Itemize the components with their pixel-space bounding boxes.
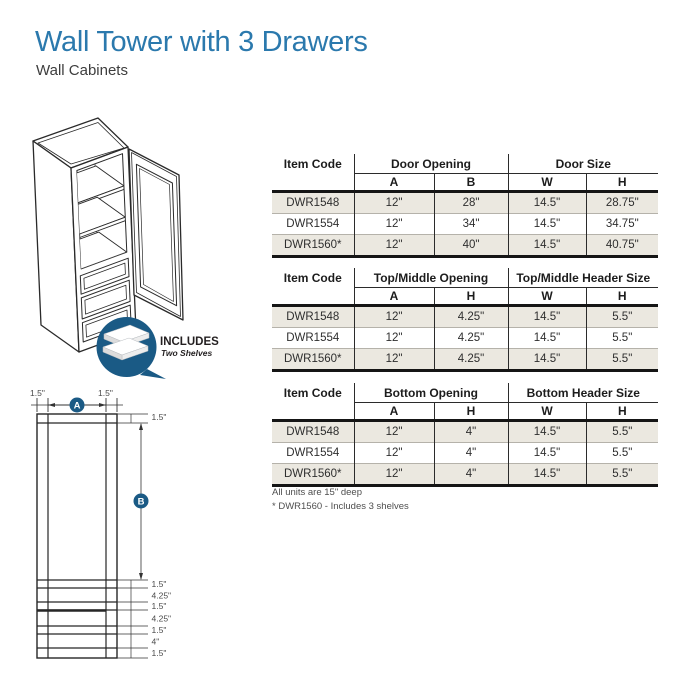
table-row (272, 192, 658, 214)
column-header: H (586, 288, 658, 306)
dimension-label: 1.5" (151, 579, 167, 589)
value-cell: 5.5" (586, 464, 658, 486)
includes-sublabel: Two Shelves (161, 348, 213, 358)
column-header: H (434, 288, 508, 306)
dim-a-badge-label: A (73, 400, 81, 412)
table-row (272, 464, 658, 486)
spec-table (272, 268, 658, 372)
table-row (272, 421, 658, 443)
value-cell: 12" (354, 306, 434, 328)
item-code-header: Item Code (283, 156, 342, 171)
value-cell: 12" (354, 421, 434, 443)
footnotes (272, 486, 409, 514)
dimension-label: 1.5" (151, 625, 167, 635)
value-cell: 14.5" (508, 328, 586, 349)
value-cell: 14.5" (508, 443, 586, 464)
value-cell: 5.5" (586, 443, 658, 464)
dimension-label: 4" (151, 636, 160, 647)
includes-label: INCLUDES (160, 336, 219, 348)
value-cell: 5.5" (586, 306, 658, 328)
value-cell: 5.5" (586, 349, 658, 371)
table-row (272, 328, 658, 349)
value-cell: 4.25" (434, 349, 508, 371)
value-cell: 4" (434, 443, 508, 464)
includes-badge (97, 317, 220, 379)
dimension-label: 4.25" (151, 613, 172, 624)
dimension-label: 1.5" (151, 412, 167, 422)
item-code-cell: DWR1548 (272, 306, 354, 328)
cabinet-isometric-figure (20, 110, 250, 385)
item-code-cell: DWR1554 (272, 443, 354, 464)
dim-b-badge-label: B (137, 496, 145, 508)
column-header: H (434, 403, 508, 421)
value-cell: 14.5" (508, 214, 586, 235)
column-header: W (508, 403, 586, 421)
value-cell: 14.5" (508, 349, 586, 371)
column-header: A (354, 403, 434, 421)
open-door (129, 149, 183, 320)
value-cell: 4.25" (434, 306, 508, 328)
table-row (272, 349, 658, 371)
top-middle-spec-table (272, 268, 658, 372)
value-cell: 4" (434, 421, 508, 443)
group-header: Door Opening (354, 154, 508, 174)
value-cell: 4" (434, 464, 508, 486)
value-cell: 5.5" (586, 421, 658, 443)
door-spec-table (272, 154, 658, 258)
value-cell: 12" (354, 443, 434, 464)
item-code-cell: DWR1548 (272, 421, 354, 443)
item-code-cell: DWR1554 (272, 214, 354, 235)
item-code-header: Item Code (283, 270, 342, 285)
column-header: W (508, 288, 586, 306)
spec-table (272, 154, 658, 258)
value-cell: 28" (434, 192, 508, 214)
value-cell: 12" (354, 235, 434, 257)
header-spacer (272, 403, 354, 421)
table-row (272, 235, 658, 257)
table-row (272, 306, 658, 328)
value-cell: 12" (354, 214, 434, 235)
bottom-spec-table (272, 383, 658, 487)
spec-table (272, 383, 658, 487)
elevation-figure (25, 383, 205, 678)
table-row (272, 214, 658, 235)
value-cell: 12" (354, 192, 434, 214)
footnote-line: All units are 15" deep (272, 487, 362, 498)
page-title: Wall Tower with 3 Drawers (35, 26, 368, 58)
group-header: Bottom Header Size (508, 383, 658, 403)
value-cell: 28.75" (586, 192, 658, 214)
item-code-cell: DWR1560* (272, 349, 354, 371)
dimension-label: 1.5" (151, 601, 167, 611)
group-header: Top/Middle Header Size (508, 268, 658, 288)
dimension-label: 1.5" (98, 388, 113, 398)
value-cell: 34.75" (586, 214, 658, 235)
value-cell: 12" (354, 349, 434, 371)
item-code-cell: DWR1554 (272, 328, 354, 349)
column-header: A (354, 288, 434, 306)
value-cell: 14.5" (508, 421, 586, 443)
item-code-cell: DWR1560* (272, 235, 354, 257)
group-header: Door Size (508, 154, 658, 174)
value-cell: 14.5" (508, 192, 586, 214)
value-cell: 12" (354, 464, 434, 486)
dimension-label: 4.25" (151, 590, 172, 601)
header-spacer (272, 174, 354, 192)
value-cell: 34" (434, 214, 508, 235)
group-header: Bottom Opening (354, 383, 508, 403)
header-spacer (272, 288, 354, 306)
column-header: H (586, 174, 658, 192)
value-cell: 40" (434, 235, 508, 257)
column-header: B (434, 174, 508, 192)
item-code-cell: DWR1548 (272, 192, 354, 214)
page-subtitle: Wall Cabinets (36, 62, 128, 79)
value-cell: 5.5" (586, 328, 658, 349)
item-code-header: Item Code (283, 385, 342, 400)
column-header: A (354, 174, 434, 192)
value-cell: 14.5" (508, 306, 586, 328)
column-header: W (508, 174, 586, 192)
group-header: Top/Middle Opening (354, 268, 508, 288)
value-cell: 40.75" (586, 235, 658, 257)
value-cell: 12" (354, 328, 434, 349)
column-header: H (586, 403, 658, 421)
value-cell: 14.5" (508, 464, 586, 486)
footnote-line: * DWR1560 - Includes 3 shelves (272, 501, 409, 512)
item-code-cell: DWR1560* (272, 464, 354, 486)
table-row (272, 443, 658, 464)
value-cell: 4.25" (434, 328, 508, 349)
value-cell: 14.5" (508, 235, 586, 257)
dimension-label: 1.5" (30, 388, 45, 398)
dimension-label: 1.5" (151, 648, 167, 658)
